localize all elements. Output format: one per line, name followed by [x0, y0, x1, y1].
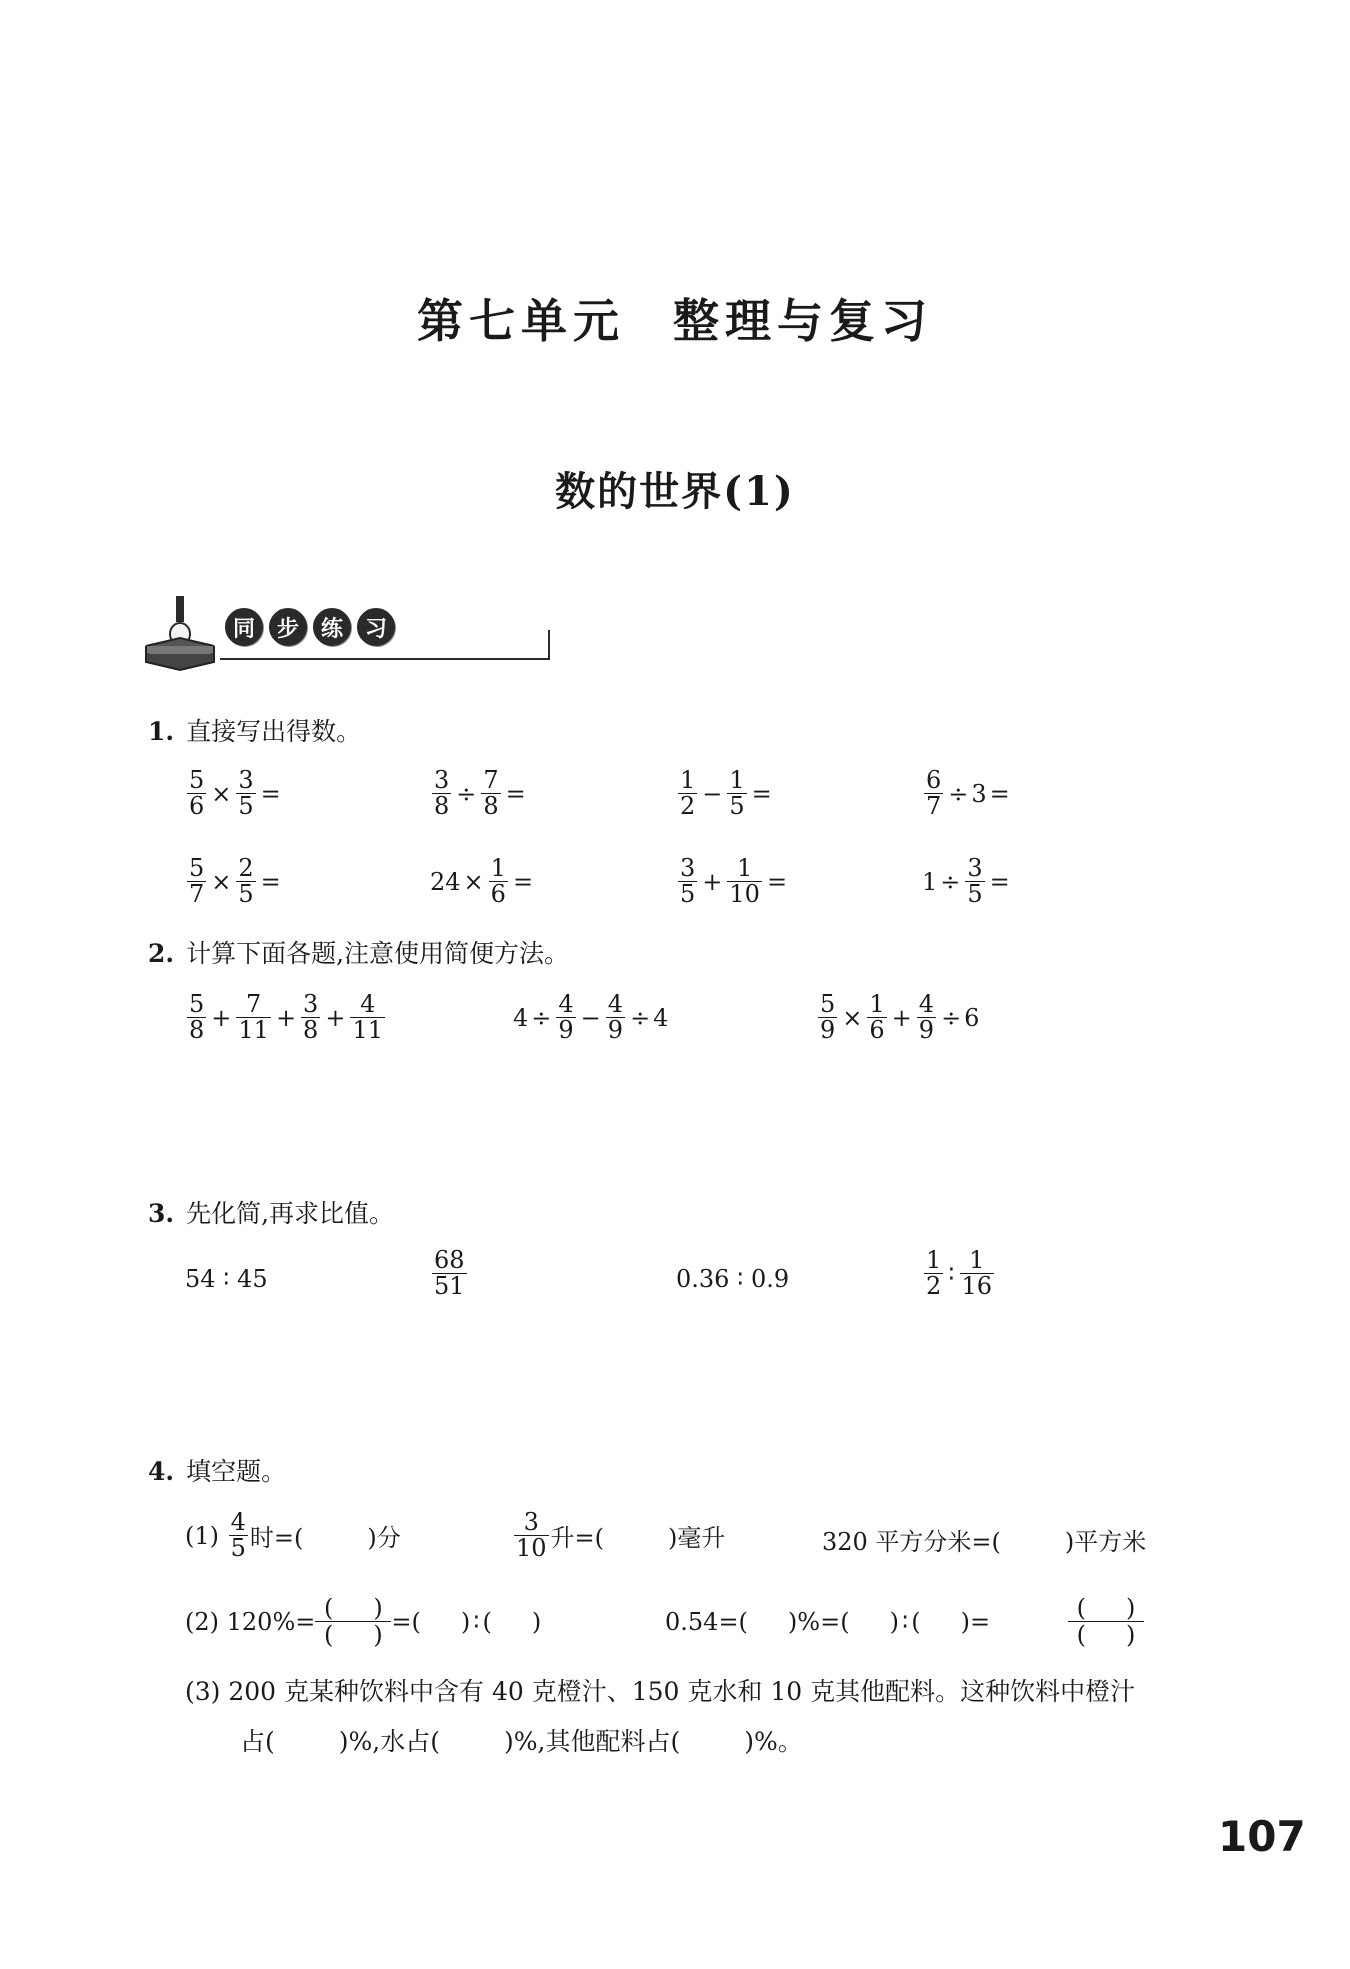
q3-ratio-c: 0.36 ∶ 0.9: [676, 1265, 790, 1293]
q3-ratio-d: $\frac{1}{2}$ ∶ $\frac{1}{16}$: [926, 1246, 993, 1301]
unit-title: [0, 285, 1350, 351]
badge-underline: [220, 658, 550, 660]
q4-part-3-line-1: (3) 200 克某种饮料中含有 40 克橙汁、150 克水和 10 克其他配料。这种饮料中橙汁: [185, 1677, 1136, 1706]
q4-part-1-b: $\frac{3}{10}$ 升=( )毫升: [516, 1508, 726, 1563]
q2-expression-b: 4 ÷ $\frac{4}{9}$ − $\frac{4}{9}$ ÷ 4: [513, 990, 669, 1045]
question-3-heading: 3. 先化简,再求比值。: [148, 1199, 395, 1228]
q1-expression-g: $\frac{3}{5}$ + $\frac{1}{10}$ =: [680, 854, 788, 909]
q1-expression-b: $\frac{3}{8}$ ÷ $\frac{7}{8}$ =: [434, 766, 526, 821]
badge-char: 同: [225, 608, 263, 646]
q4-part-2: (2) 120%= ( ) ( ) = ( ) ∶ ( ): [185, 1594, 542, 1650]
q1-expression-f: 24 × $\frac{1}{6}$ =: [430, 854, 534, 909]
question-2-heading: 2. 计算下面各题,注意使用简便方法。: [148, 939, 570, 968]
q1-expression-d: $\frac{6}{7}$ ÷ 3 =: [926, 766, 1010, 821]
q1-expression-c: $\frac{1}{2}$ − $\frac{1}{5}$ =: [680, 766, 772, 821]
page-number: 107: [1218, 1812, 1306, 1861]
badge-divider: [548, 630, 550, 660]
q4-part-2-b: 0.54=( )%=( ) ∶ ( ) =: [665, 1608, 991, 1636]
q3-fraction-b: $\frac{68}{51}$: [434, 1246, 465, 1301]
section-badge: [140, 590, 440, 680]
badge-char: 练: [313, 608, 351, 646]
q1-expression-e: $\frac{5}{7}$ × $\frac{2}{5}$ =: [189, 854, 281, 909]
lesson-title: 数的世界(1): [555, 468, 795, 515]
q2-expression-c: $\frac{5}{9}$ × $\frac{1}{6}$ + $\frac{4}{9}$ ÷ 6: [820, 990, 980, 1045]
blank-fraction[interactable]: ( ) ( ): [315, 1595, 391, 1649]
q1-expression-h: 1 ÷ $\frac{3}{5}$ =: [922, 854, 1010, 909]
unit-title-number: 第七单元: [417, 294, 625, 348]
badge-char: 步: [269, 608, 307, 646]
q4-part-2-blank-fraction[interactable]: ( ) ( ): [1068, 1595, 1144, 1649]
question-1-heading: 1. 直接写出得数。: [148, 717, 362, 746]
q3-ratio-a: 54 ∶ 45: [185, 1265, 268, 1293]
book-stack-icon: [140, 590, 220, 676]
unit-title-name: 整理与复习: [673, 294, 933, 348]
q4-part-1: (1) $\frac{4}{5}$ 时=( )分: [185, 1508, 401, 1563]
q4-part-1-c: 320 平方分米=( )平方米: [822, 1528, 1147, 1556]
badge-char: 习: [357, 608, 395, 646]
question-4-heading: 4. 填空题。: [148, 1457, 287, 1486]
q2-expression-a: $\frac{5}{8}$ + $\frac{7}{11}$ + $\frac{3}{8}$ + $\frac{4}{11}$: [189, 990, 383, 1045]
q1-expression-a: $\frac{5}{6}$ × $\frac{3}{5}$ =: [189, 766, 281, 821]
q4-part-3-line-2: 占( )%,水占( )%,其他配料占( )%。: [240, 1727, 803, 1756]
